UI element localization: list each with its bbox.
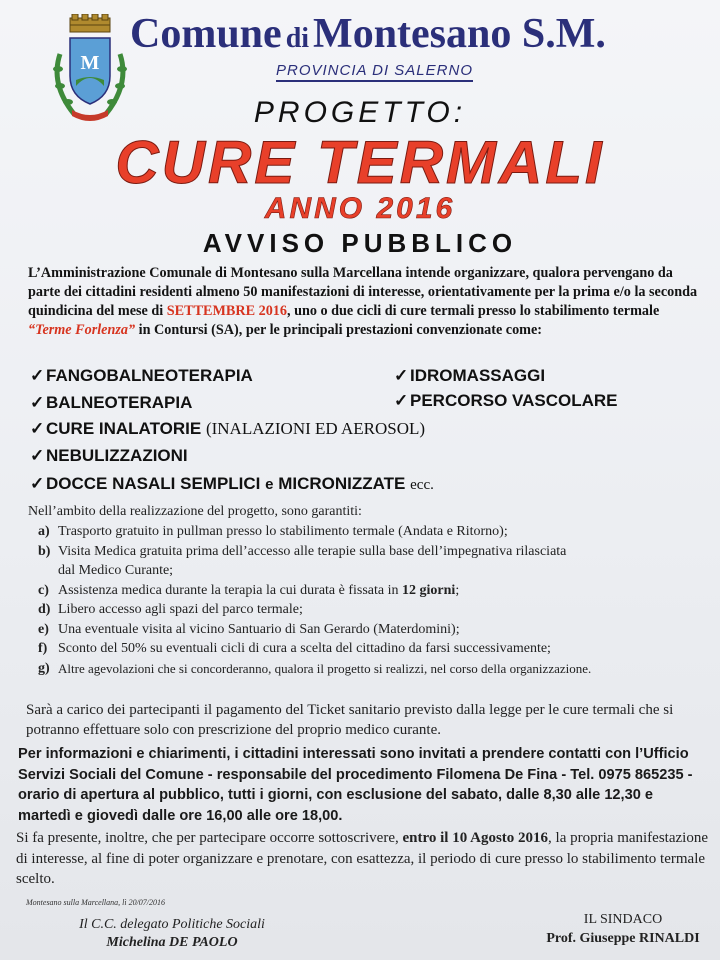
check-icon: ✓ (394, 391, 409, 410)
dateline: Montesano sulla Marcellana, lì 20/07/2016 (26, 898, 166, 907)
intro-month: SETTEMBRE 2016 (166, 303, 287, 319)
treatment-label: DOCCE NASALI SEMPLICI (46, 474, 261, 493)
item-letter: f) (38, 641, 48, 656)
signature-name: Prof. Giuseppe RINALDI (546, 931, 700, 946)
list-item (38, 581, 708, 601)
treatment-label: BALNEOTERAPIA (46, 393, 193, 412)
item-text: Trasporto gratuito in pullman presso lo stabilimento termale (Andata e Ritorno); (58, 524, 508, 539)
contact-info-paragraph: Per informazioni e chiarimenti, i cittadini interessati sono invitati a prendere contatti con l’Ufficio Servizi Sociali del Comune - responsabile del procedimento Filomena De Fina - Tel. 0975 865235 - orario di apertura al pubblico, tutti i giorni, con esclusione del sabato, dalle 8,30 alle 12,30 e martedì e giovedì dalle ore 16,00 alle ore 18,00. (18, 746, 693, 824)
intro-text-2: , uno o due cicli di cure termali presso lo stabilimento termale (287, 303, 660, 319)
list-item (38, 639, 708, 659)
deadline-date: entro il 10 Agosto 2016 (402, 830, 549, 846)
treatment-item (30, 366, 253, 386)
signature-right (528, 910, 718, 948)
intro-paragraph (28, 264, 700, 340)
signature-left (52, 916, 292, 952)
deadline-text-1: Si fa presente, inoltre, che per partecipare occorre sottoscrivere, (16, 830, 403, 846)
treatment-label: FANGOBALNEOTERAPIA (46, 366, 253, 385)
check-icon: ✓ (30, 474, 45, 493)
signature-name: Michelina DE PAOLO (106, 935, 238, 950)
treatment-label: NEBULIZZAZIONI (46, 446, 188, 465)
item-letter: a) (38, 524, 50, 539)
item-letter: b) (38, 543, 51, 559)
list-item (38, 542, 708, 562)
item-letter: c) (38, 582, 49, 598)
item-letter: d) (38, 602, 51, 617)
guarantees-intro: Nell’ambito della realizzazione del progetto, sono garantiti: (28, 504, 362, 519)
treatment-conjunction: e (265, 476, 274, 493)
crest-letter: M (80, 52, 100, 74)
province-label: PROVINCIA DI SALERNO (276, 62, 473, 82)
comune-word: Comune (130, 11, 282, 57)
di-word: di (285, 23, 310, 54)
item-text: Assistenza medica durante la terapia la cui durata è fissata in (58, 582, 403, 598)
treatment-label: CURE INALATORIE (46, 419, 202, 438)
item-text: Una eventuale visita al vicino Santuario di San Gerardo (Materdomini); (58, 621, 460, 637)
signature-role: IL SINDACO (583, 912, 663, 927)
municipality-name (130, 10, 606, 58)
deadline-text-2: , la propria manifestazione di interesse, al fine di poter organizzare e prenotare, con esattezza, il periodo di cure presso lo stabilimento termale scelto. (16, 830, 708, 887)
treatment-item (30, 419, 425, 439)
treatment-item (394, 391, 618, 411)
item-letter: e) (38, 621, 49, 637)
check-icon: ✓ (30, 393, 45, 412)
check-icon: ✓ (30, 366, 45, 385)
check-icon: ✓ (30, 446, 45, 465)
main-title: CURE TERMALI (115, 129, 605, 196)
item-text: Altre agevolazioni che si concorderanno, qualora il progetto si realizzi, nel corso della organizzazione. (58, 660, 592, 676)
treatment-item (30, 393, 192, 413)
town-name: Montesano S.M. (313, 11, 606, 57)
signature-role: Il C.C. delegato Politiche Sociali (79, 917, 265, 932)
deadline-paragraph (16, 828, 716, 890)
intro-terme: “Terme Forlenza” (28, 322, 136, 338)
treatment-item (394, 366, 545, 386)
check-icon: ✓ (394, 366, 409, 385)
treatment-item (30, 446, 188, 466)
treatment-label: IDROMASSAGGI (410, 366, 546, 385)
treatment-etc: ecc. (410, 477, 434, 493)
item-text: Libero accesso agli spazi del parco termale; (58, 602, 303, 617)
treatment-note: (INALAZIONI ED AEROSOL) (205, 419, 426, 438)
treatment-label: PERCORSO VASCOLARE (410, 391, 618, 410)
list-item (38, 659, 708, 679)
ticket-paragraph: Sarà a carico dei partecipanti il pagamento del Ticket sanitario previsto dalla legge per le cure termali che si potranno effettuare solo con prescrizione del proprio medico curante. (26, 702, 674, 738)
year-title: ANNO 2016 (264, 192, 456, 225)
project-label: PROGETTO: (253, 96, 467, 129)
treatment-label: MICRONIZZATE (278, 474, 406, 493)
item-duration: 12 giorni (402, 582, 456, 598)
list-item (38, 600, 708, 620)
guarantees-list (38, 522, 708, 678)
item-text-continued: dal Medico Curante; (58, 563, 174, 578)
check-icon: ✓ (30, 419, 45, 438)
treatment-item (30, 474, 434, 494)
list-item (38, 620, 708, 640)
notice-title: AVVISO PUBBLICO (202, 228, 518, 258)
item-letter: g) (38, 660, 50, 676)
intro-text-3: in Contursi (SA), per le principali prestazioni convenzionate come: (135, 322, 543, 338)
intro-text-1: L’Amministrazione Comunale di Montesano sulla Marcellana intende organizzare, qualora pervengano da parte dei cittadini residenti almeno 50 manifestazioni di interesse, orientativamente per la prima e/o la seconda quindicina del mese di (28, 265, 698, 319)
list-item (38, 522, 708, 542)
item-text-end: ; (455, 582, 460, 598)
item-text: Visita Medica gratuita prima dell’accesso alle terapie sulla base dell’impegnativa rilasciata (58, 543, 567, 559)
item-text: Sconto del 50% su eventuali cicli di cura a scelta del cittadino da farsi successivamente; (58, 641, 551, 656)
